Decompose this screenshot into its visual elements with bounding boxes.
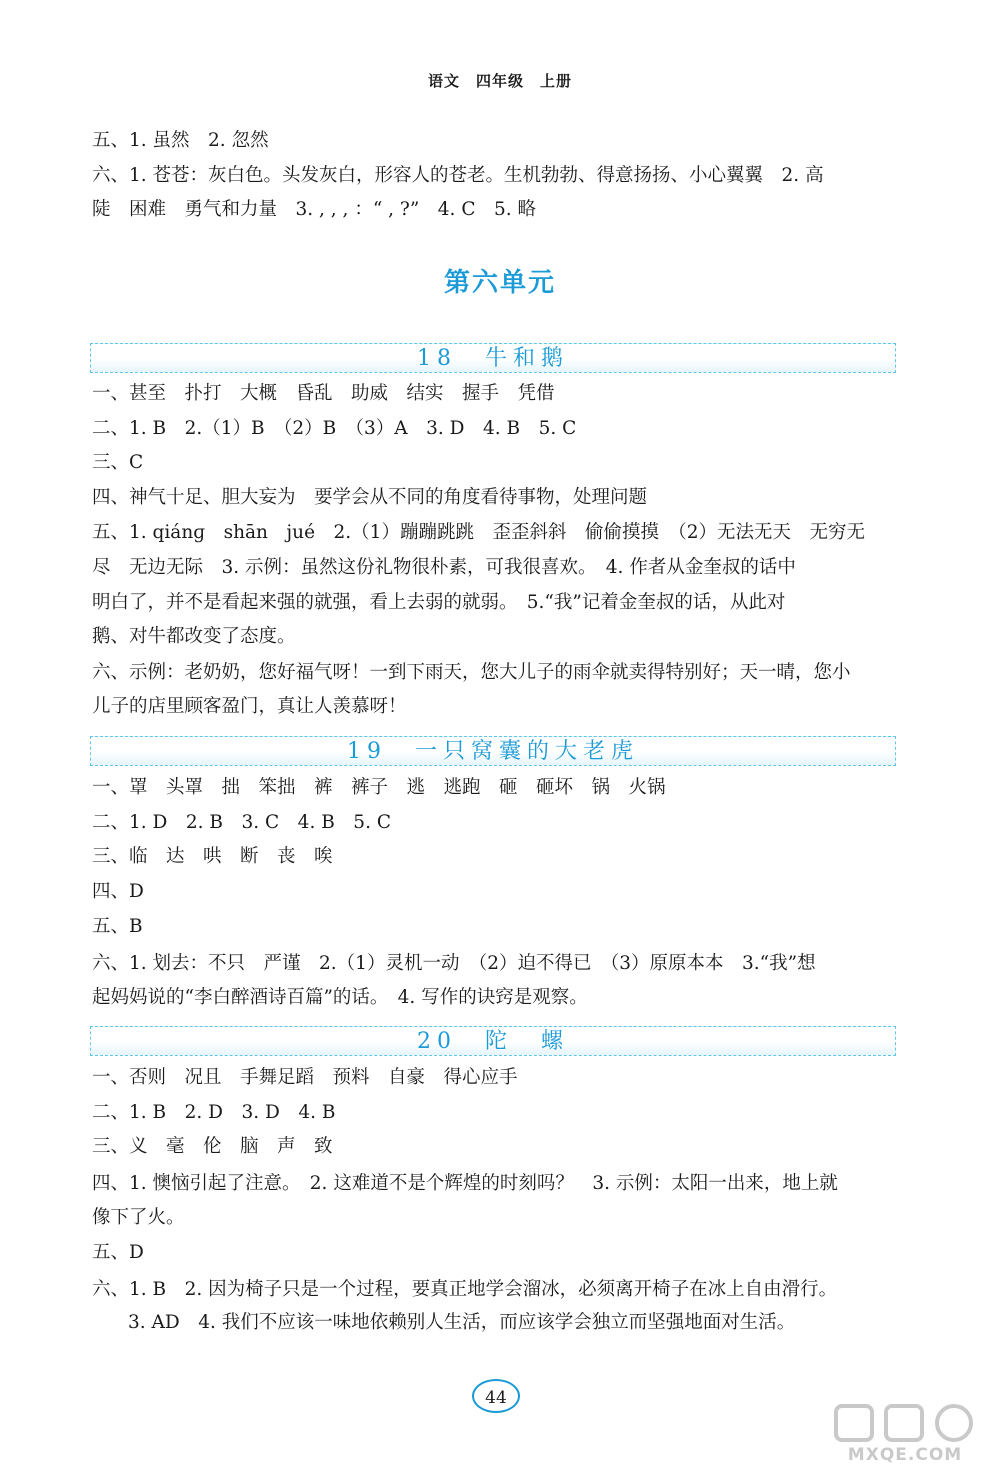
answer-line: 六、1. B 2. 因为椅子只是一个过程，要真正地学会溜冰，必须离开椅子在冰上自由滑行。: [92, 1279, 838, 1300]
answer-line: 二、1. B 2. D 3. D 4. B: [92, 1102, 336, 1123]
lesson-20-title: 20 陀 螺: [90, 1026, 896, 1056]
lesson-19-title: 19 一只窝囊的大老虎: [90, 736, 896, 766]
answer-line: 二、1. D 2. B 3. C 4. B 5. C: [92, 812, 391, 833]
answer-line: 3. AD 4. 我们不应该一味地依赖别人生活，而应该学会独立而坚强地面对生活。: [128, 1312, 796, 1333]
answer-line: 五、B: [92, 916, 143, 937]
answer-line: 三、义 毫 伦 脑 声 致: [92, 1136, 333, 1157]
answer-line: 陡 困难 勇气和力量 3. , , , ：“ , ?” 4. C 5. 略: [92, 199, 537, 220]
watermark: [830, 1400, 980, 1470]
answer-line: 起妈妈说的“李白醉酒诗百篇”的话。 4. 写作的诀窍是观察。: [92, 987, 588, 1008]
answer-line: 三、临 达 哄 断 丧 唉: [92, 846, 333, 867]
page-header: 语文 四年级 上册: [427, 72, 572, 90]
answer-line: 五、1. qiánɡ shān jué 2.（1）蹦蹦跳跳 歪歪斜斜 偷偷摸摸 （2）无法无天 无穷无: [92, 522, 865, 543]
answer-line: 四、神气十足、胆大妄为 要学会从不同的角度看待事物，处理问题: [92, 487, 648, 508]
watermark-text: MXQE.COM: [847, 1445, 963, 1465]
answer-line: 五、D: [92, 1242, 144, 1263]
answer-line: 六、1. 划去：不只 严谨 2.（1）灵机一动 （2）迫不得已 （3）原原本本 3.“我”想: [92, 953, 816, 974]
answer-line: 儿子的店里顾客盈门，真让人羡慕呀！: [92, 696, 407, 717]
answer-line: 四、D: [92, 881, 144, 902]
answer-line: 一、罩 头罩 拙 笨拙 裤 裤子 逃 逃跑 砸 砸坏 锅 火锅: [92, 777, 666, 798]
answer-line: 像下了火。: [92, 1207, 185, 1228]
lesson-18-title: 18 牛和鹅: [90, 343, 896, 373]
answer-line: 二、1. B 2.（1）B （2）B （3）A 3. D 4. B 5. C: [92, 418, 577, 439]
answer-line: 六、示例：老奶奶，您好福气呀！一到下雨天，您大儿子的雨伞就卖得特别好；天一晴，您小: [92, 662, 851, 683]
answer-line: 六、1. 苍苍：灰白色。头发灰白，形容人的苍老。生机勃勃、得意扬扬、小心翼翼 2. 高: [92, 165, 824, 186]
answer-line: 鹅、对牛都改变了态度。: [92, 626, 296, 647]
page-number: 44: [472, 1379, 520, 1413]
answer-line: 三、C: [92, 452, 144, 473]
answer-line: 一、否则 况且 手舞足蹈 预料 自豪 得心应手: [92, 1067, 518, 1088]
answer-line: 一、甚至 扑打 大概 昏乱 助威 结实 握手 凭借: [92, 383, 555, 404]
answer-line: 明白了，并不是看起来强的就强，看上去弱的就弱。 5.“我”记着金奎叔的话，从此对: [92, 592, 786, 613]
answer-line: 五、1. 虽然 2. 忽然: [92, 130, 269, 151]
answer-line: 四、1. 懊恼引起了注意。 2. 这难道不是个辉煌的时刻吗？ 3. 示例：太阳一出来，地上就: [92, 1173, 838, 1194]
answer-line: 尽 无边无际 3. 示例：虽然这份礼物很朴素，可我很喜欢。 4. 作者从金奎叔的话中: [92, 557, 796, 578]
watermark-logo-icon: [830, 1400, 980, 1448]
unit-title: 第六单元: [443, 268, 556, 298]
